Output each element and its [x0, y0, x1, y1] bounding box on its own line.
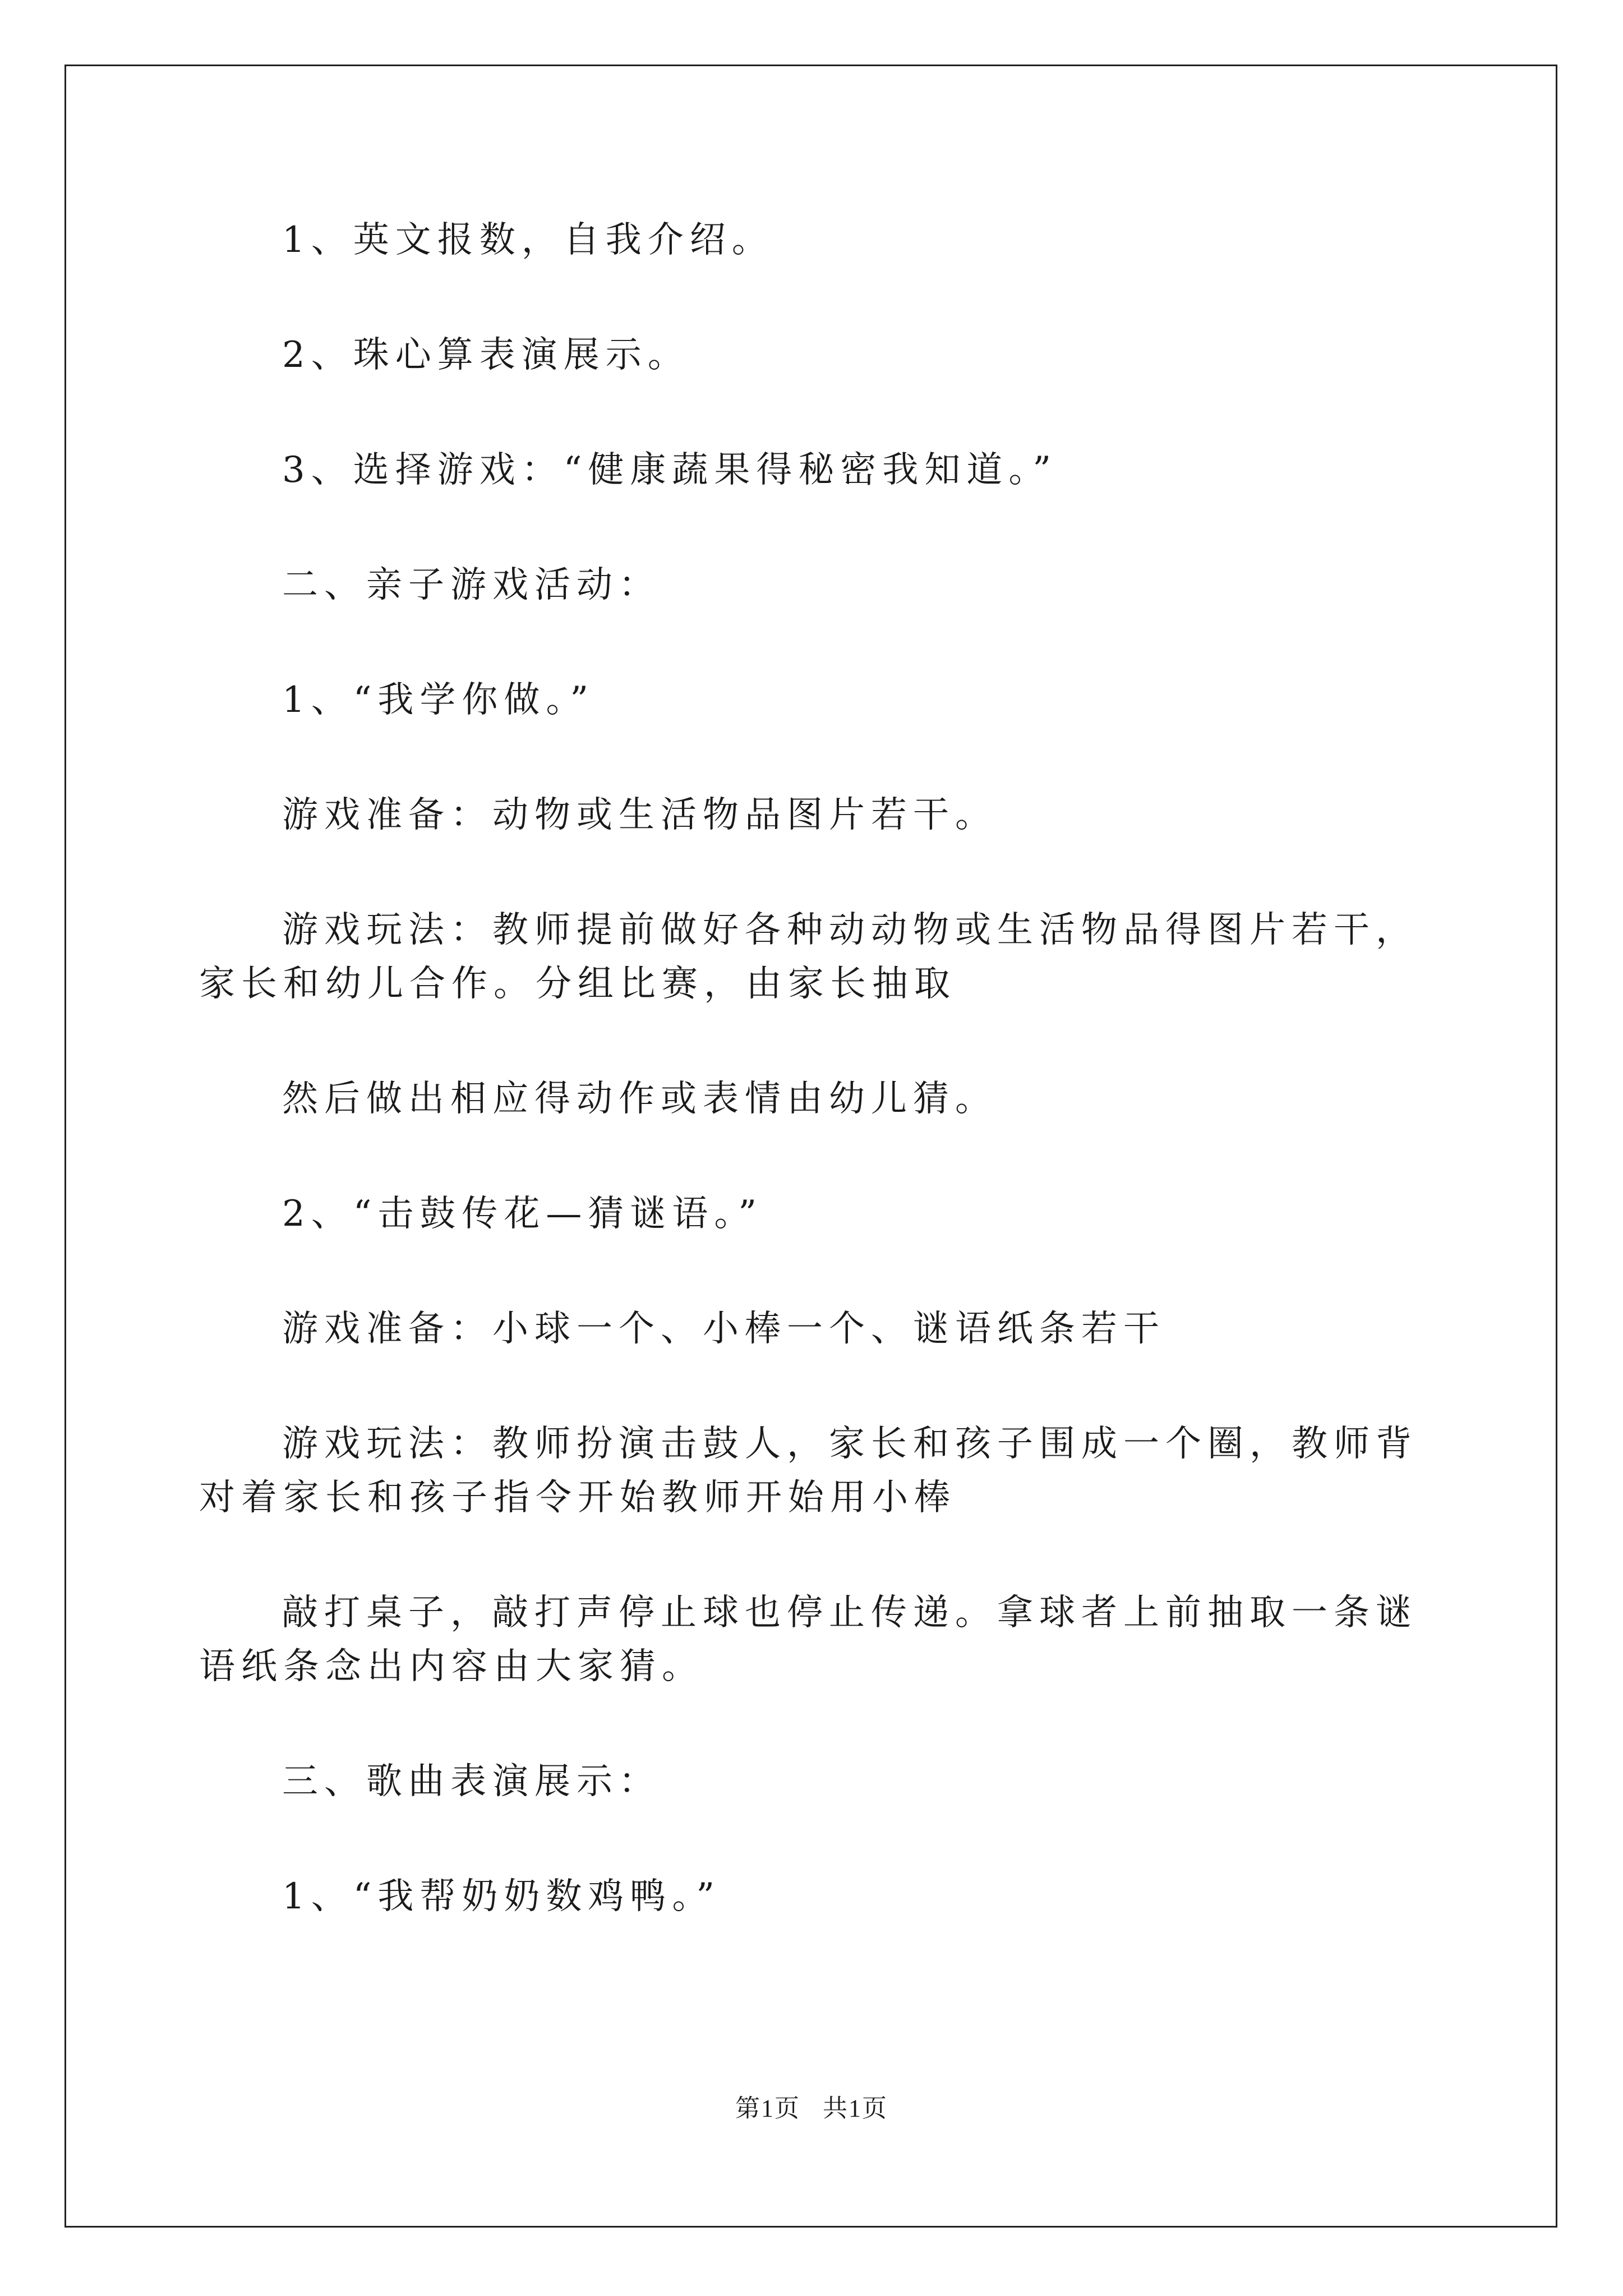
paragraph-game-2-title: 2、“击鼓传花—猜谜语。” [282, 1193, 763, 1235]
paragraph-game-1-rules-cont: 然后做出相应得动作或表情由幼儿猜。 [282, 1078, 997, 1120]
paragraph-choose-game: 3、选择游戏：“健康蔬果得秘密我知道。” [282, 449, 1058, 491]
section-heading-parent-child-games: 二、亲子游戏活动： [282, 564, 661, 606]
page-footer [0, 2088, 1623, 2124]
paragraph-intro-self: 1、英文报数，自我介绍。 [282, 219, 774, 261]
paragraph-song-1-title: 1、“我帮奶奶数鸡鸭。” [282, 1876, 721, 1917]
paragraph-game-2-rules-cont: 敲打桌子，敲打声停止球也停止传递。拿球者上前抽取一条谜语纸条念出内容由大家猜。 [199, 1592, 1418, 1687]
paragraph-game-1-rules: 游戏玩法：教师提前做好各种动动物或生活物品得图片若干，家长和幼儿合作。分组比赛，由家长抽取 [199, 909, 1418, 1005]
paragraph-game-2-rules: 游戏玩法：教师扮演击鼓人，家长和孩子围成一个圈，教师背对着家长和孩子指令开始教师开始用小棒 [199, 1423, 1418, 1519]
page-number-current: 第1页 [735, 2095, 800, 2122]
section-heading-song-show: 三、歌曲表演展示： [282, 1761, 661, 1802]
paragraph-game-2-prep: 游戏准备：小球一个、小棒一个、谜语纸条若干 [282, 1308, 1165, 1350]
paragraph-abacus-show: 2、珠心算表演展示。 [282, 334, 690, 376]
document-body [199, 213, 1427, 1985]
paragraph-game-1-title: 1、“我学你做。” [282, 679, 595, 721]
paragraph-game-1-prep: 游戏准备：动物或生活物品图片若干。 [282, 794, 997, 836]
page-number-total: 共1页 [823, 2095, 888, 2122]
